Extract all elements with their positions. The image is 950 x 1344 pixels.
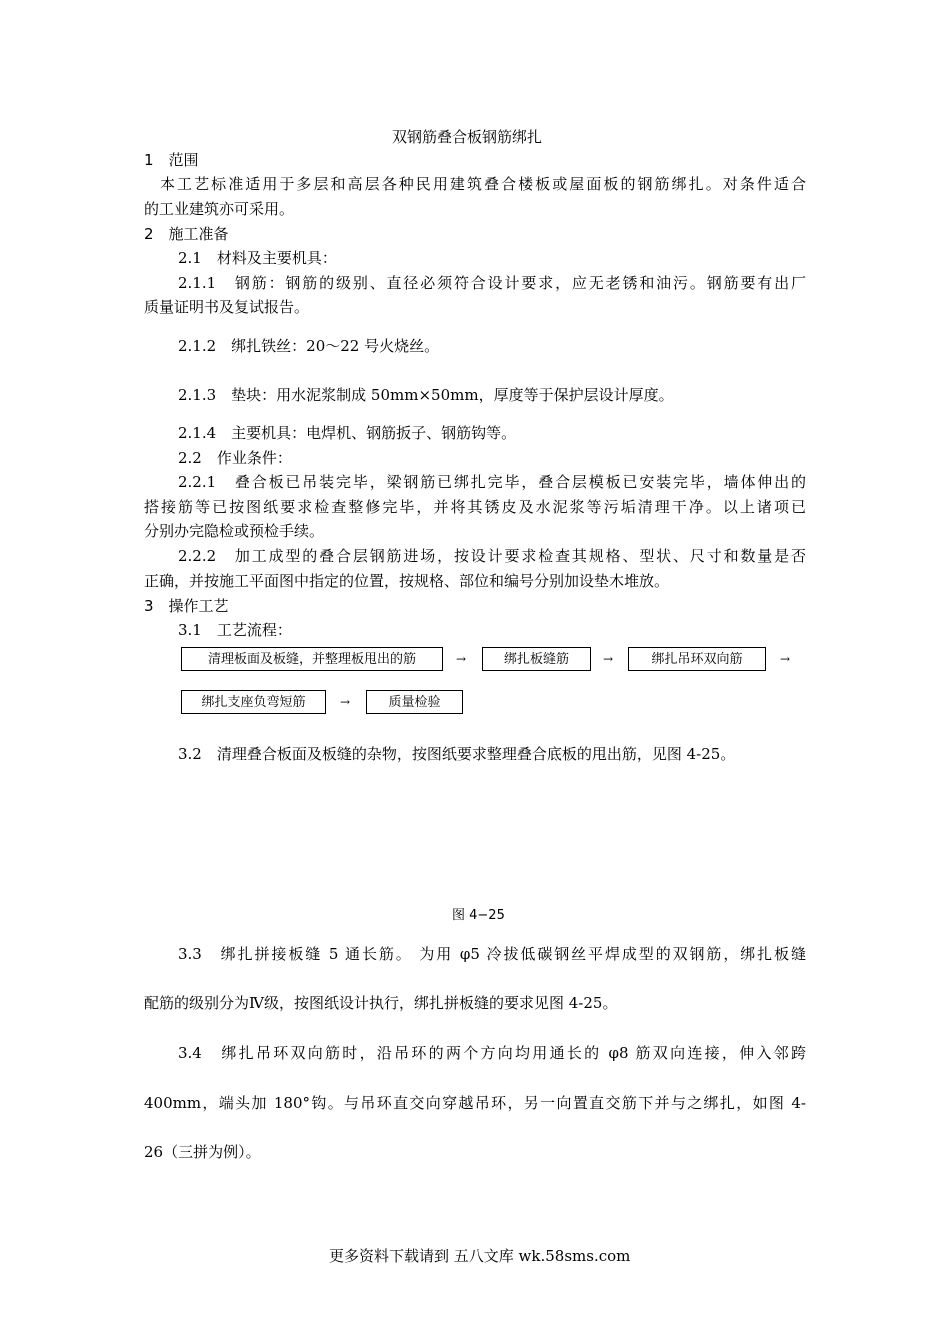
section-1-heading: 1 范围	[144, 151, 199, 169]
footer-download-note: 更多资料下载请到 五八文库 wk.58sms.com	[329, 1247, 631, 1265]
flow-step-clean-board: 清理板面及板缝，并整理板甩出的筋	[181, 647, 443, 671]
flow-arrow-icon: →	[340, 695, 351, 709]
section-3-4-line-2: 400mm，端头加 180°钩。与吊环直交向穿越吊环，另一向置直交筋下并与之绑扎，如图 4-	[144, 1094, 806, 1112]
section-3-3-line-2: 配筋的级别分为Ⅳ级，按图纸设计执行，绑扎拼板缝的要求见图 4-25。	[144, 994, 618, 1012]
section-2-1-4: 2.1.4 主要机具：电焊机、钢筋扳子、钢筋钩等。	[178, 424, 517, 442]
flow-step-bind-support-bars: 绑扎支座负弯短筋	[181, 690, 326, 714]
flow-arrow-icon: →	[456, 652, 467, 666]
flow-step-bind-seam-bars: 绑扎板缝筋	[482, 647, 591, 671]
section-3-4-line-3: 26（三拼为例）。	[144, 1143, 261, 1161]
document-title: 双钢筋叠合板钢筋绑扎	[392, 128, 543, 146]
section-2-2-2-line-2: 正确，并按施工平面图中指定的位置，按规格、部位和编号分别加设垫木堆放。	[144, 572, 670, 590]
flow-arrow-icon: →	[603, 652, 614, 666]
flow-step-bind-hook-bars: 绑扎吊环双向筋	[628, 647, 766, 671]
section-1-paragraph-line-1: 本工艺标准适用于多层和高层各种民用建筑叠合楼板或屋面板的钢筋绑扎。对条件适合	[160, 175, 806, 193]
section-2-2-1-line-3: 分别办完隐检或预检手续。	[144, 522, 325, 540]
section-3-2: 3.2 清理叠合板面及板缝的杂物，按图纸要求整理叠合底板的甩出筋，见图 4-25。	[178, 745, 736, 763]
section-3-heading: 3 操作工艺	[144, 597, 229, 615]
section-3-4-line-1: 3.4 绑扎吊环双向筋时，沿吊环的两个方向均用通长的 φ8 筋双向连接，伸入邻跨	[178, 1044, 806, 1062]
flow-step-quality-check: 质量检验	[366, 690, 463, 714]
section-3-1-heading: 3.1 工艺流程：	[178, 621, 292, 639]
section-2-heading: 2 施工准备	[144, 225, 229, 243]
figure-caption: 图 4−25	[452, 908, 505, 923]
flow-arrow-icon: →	[780, 652, 791, 666]
section-2-2-heading: 2.2 作业条件：	[178, 449, 292, 467]
section-2-1-1-line-2: 质量证明书及复试报告。	[144, 298, 310, 316]
section-1-paragraph-line-2: 的工业建筑亦可采用。	[144, 200, 295, 218]
section-3-3-line-1: 3.3 绑扎拼接板缝 5 通长筋。 为用 φ5 冷拔低碳钢丝平焊成型的双钢筋，绑扎板缝	[178, 945, 806, 963]
section-2-1-1-line-1: 2.1.1 钢筋：钢筋的级别、直径必须符合设计要求，应无老锈和油污。钢筋要有出厂	[178, 274, 806, 292]
section-2-2-1-line-2: 搭接筋等已按图纸要求检查整修完毕，并将其锈皮及水泥浆等污垢清理干净。以上诸项已	[144, 498, 806, 516]
section-2-2-2-line-1: 2.2.2 加工成型的叠合层钢筋进场，按设计要求检查其规格、型状、尺寸和数量是否	[178, 547, 806, 565]
section-2-2-1-line-1: 2.2.1 叠合板已吊装完毕，梁钢筋已绑扎完毕，叠合层模板已安装完毕，墙体伸出的	[178, 473, 806, 491]
section-2-1-2: 2.1.2 绑扎铁丝：20～22 号火烧丝。	[178, 337, 440, 355]
section-2-1-3: 2.1.3 垫块：用水泥浆制成 50mm×50mm，厚度等于保护层设计厚度。	[178, 386, 674, 404]
section-2-1-heading: 2.1 材料及主要机具：	[178, 249, 337, 267]
